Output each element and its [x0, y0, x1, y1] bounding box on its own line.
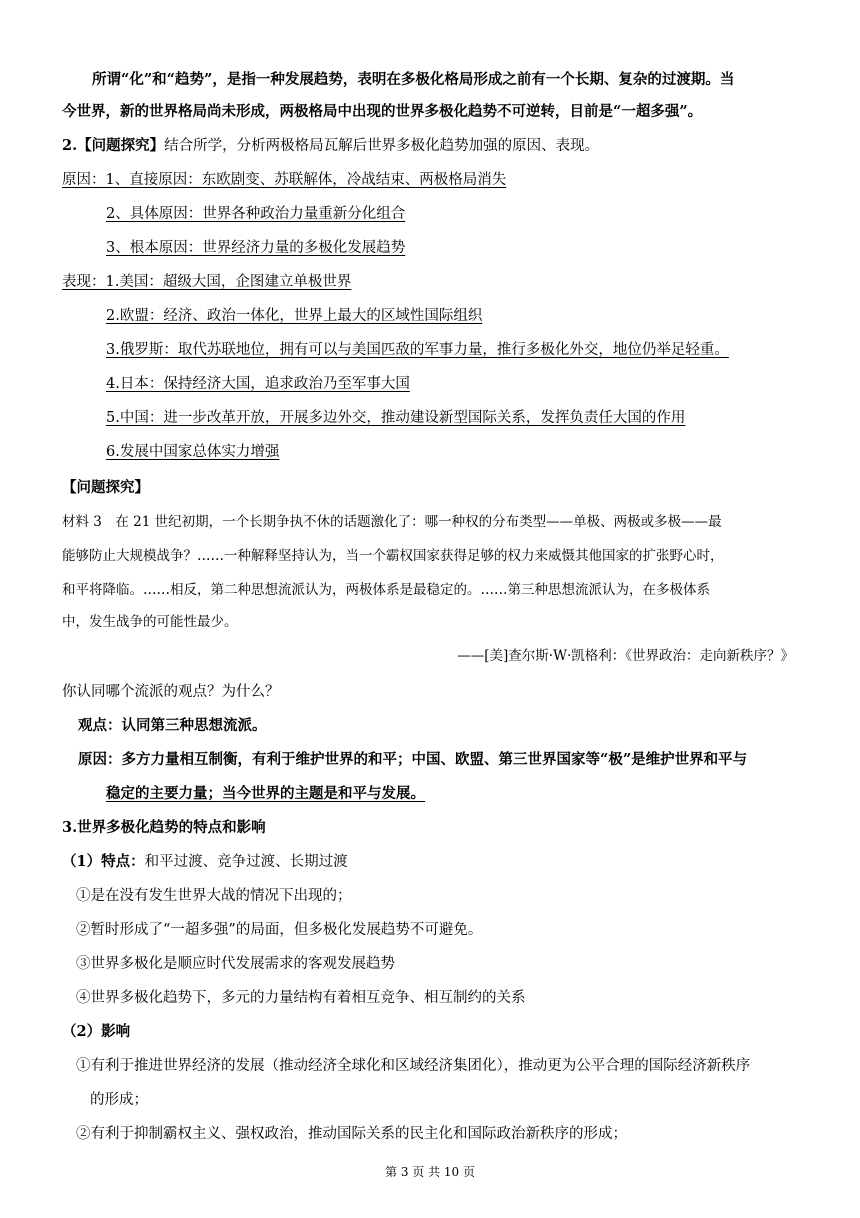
- material-3-line-4: 中，发生战争的可能性最少。: [62, 614, 238, 630]
- page-footer: 第 3 页 共 10 页: [385, 1165, 475, 1179]
- manifestation-5: 5.中国：进一步改革开放，开展多边外交，推动建设新型国际关系，发挥负责任大国的作用: [106, 410, 686, 426]
- intro-line-2: 今世界，新的世界格局尚未形成，两极格局中出现的世界多极化趋势不可逆转，目前是“一超多强”。: [62, 103, 703, 120]
- impact-1b: 的形成；: [90, 1092, 148, 1108]
- answer-reason-1: 原因：多方力量相互制衡，有利于维护世界的和平；中国、欧盟、第三世界国家等“极”是维护世界和平与: [78, 751, 748, 768]
- reason-2: 2、具体原因：世界各种政治力量重新分化组合: [106, 206, 406, 222]
- answer-reason-2: 稳定的主要力量；当今世界的主题是和平与发展。: [106, 785, 425, 802]
- feature-text: 和平过渡、竞争过渡、长期过渡: [144, 854, 348, 870]
- question-text: 你认同哪个流派的观点？为什么？: [62, 684, 280, 700]
- manifestation-4: 4.日本：保持经济大国，追求政治乃至军事大国: [106, 376, 410, 392]
- question-2: [62, 136, 599, 156]
- answer-view: 观点：认同第三种思想流派。: [78, 717, 267, 734]
- reason-1: 原因：1、直接原因：东欧剧变、苏联解体，冷战结束、两极格局消失: [62, 172, 507, 188]
- impact-2: ②有利于抑制霸权主义、强权政治，推动国际关系的民主化和国际政治新秩序的形成；: [76, 1126, 627, 1142]
- manifestation-3: 3.俄罗斯：取代苏联地位，拥有可以与美国匹敌的军事力量，推行多极化外交，地位仍举足轻重。: [106, 342, 729, 358]
- material-3-source: ——[美]查尔斯·W·凯格利：《世界政治：走向新秩序？》: [457, 648, 794, 664]
- manifestation-1: 表现：1.美国：超级大国，企图建立单极世界: [62, 274, 352, 290]
- impact-label: （2）影响: [62, 1023, 131, 1040]
- question-2-text: 结合所学，分析两极格局瓦解后世界多极化趋势加强的原因、表现。: [164, 138, 600, 154]
- manifestation-2: 2.欧盟：经济、政治一体化，世界上最大的区域性国际组织: [106, 308, 483, 324]
- material-3-line-3: 和平将降临。……相反，第二种思想流派认为，两极体系是最稳定的。……第三种思想流派认为，在多极体系: [62, 582, 710, 598]
- impact-1a: ①有利于推进世界经济的发展（推动经济全球化和区域经济集团化），推动更为公平合理的国际经济新秩序: [76, 1058, 751, 1074]
- material-3-line-1: 材料 3 在 21 世纪初期，一个长期争执不休的话题激化了：哪一种权的分布类型——单极、两极或多极——最: [62, 514, 722, 530]
- feature-3: ③世界多极化是顺应时代发展需求的客观发展趋势: [76, 956, 395, 972]
- feature-1: ①是在没有发生世界大战的情况下出现的；: [76, 888, 352, 904]
- feature-label: （1）特点：: [62, 853, 145, 870]
- feature-line: [62, 852, 348, 872]
- feature-4: ④世界多极化趋势下，多元的力量结构有着相互竞争、相互制约的关系: [76, 990, 526, 1006]
- question-2-prefix: 2.【问题探究】: [62, 137, 165, 154]
- reason-3: 3、根本原因：世界经济力量的多极化发展趋势: [106, 240, 406, 256]
- manifestation-6: 6.发展中国家总体实力增强: [106, 444, 280, 460]
- intro-line-1: 所谓“化”和“趋势”，是指一种发展趋势，表明在多极化格局形成之前有一个长期、复杂的过渡期。当: [92, 71, 735, 88]
- material-3-line-2: 能够防止大规模战争？……一种解释坚持认为，当一个霸权国家获得足够的权力来威慑其他国家的扩张野心时，: [62, 548, 724, 564]
- feature-2: ②暂时形成了“一超多强”的局面，但多极化发展趋势不可避免。: [76, 922, 483, 938]
- explore-heading: 【问题探究】: [62, 479, 149, 496]
- section-3-heading: 3.世界多极化趋势的特点和影响: [62, 819, 266, 836]
